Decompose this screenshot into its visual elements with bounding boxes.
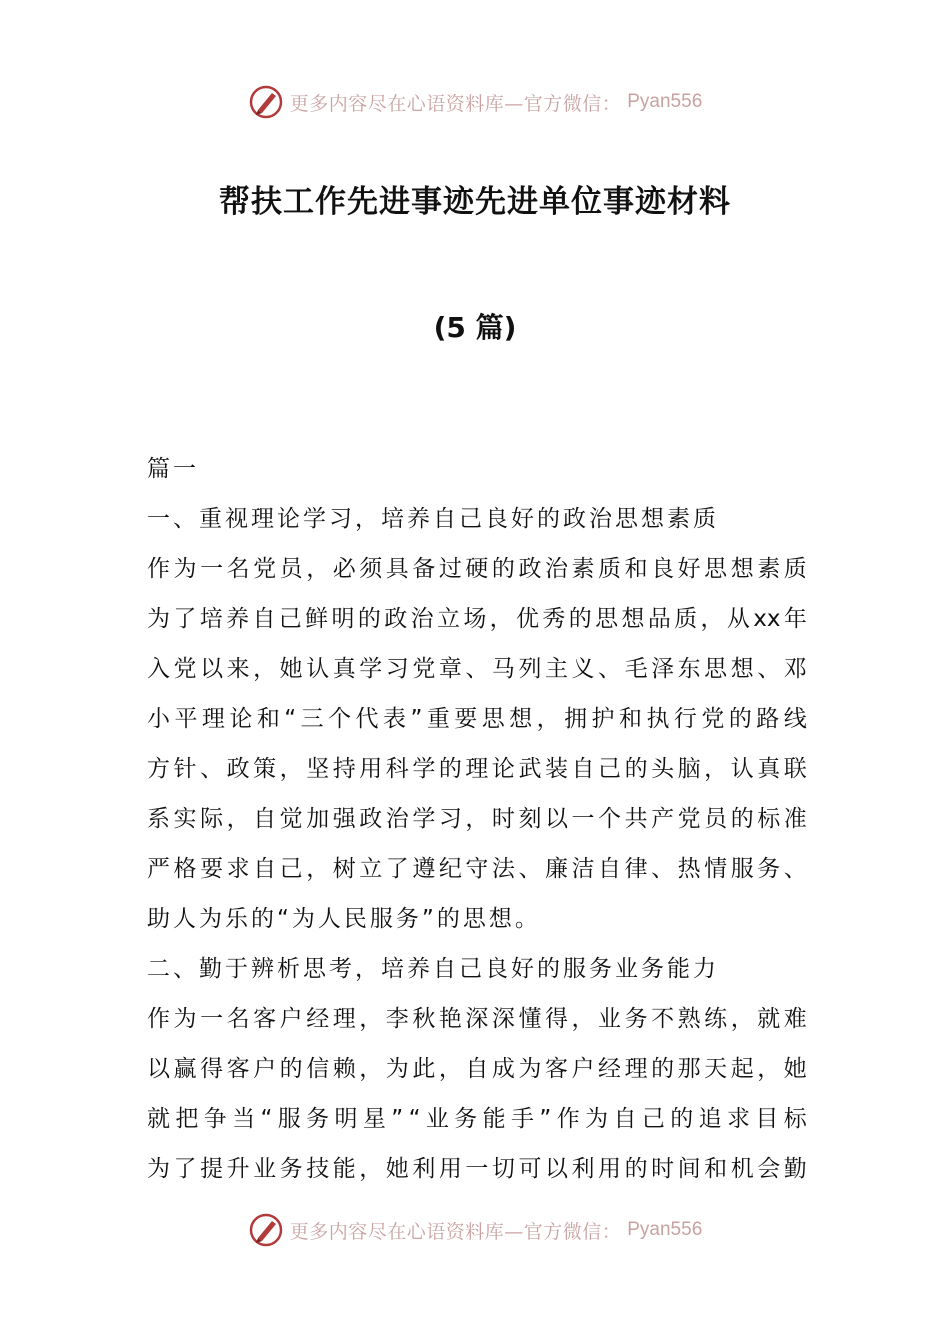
body-line: 二、勤于辨析思考，培养自己良好的服务业务能力 bbox=[147, 956, 719, 982]
body-line: 为 了 提 升 业 务 技 能 ， 她 利 用 一 切 可 以 利 用 的 时 间 和 机 会 勤 bbox=[147, 1156, 807, 1182]
document-body bbox=[147, 444, 807, 1194]
watermark-banner-top bbox=[0, 80, 950, 124]
watermark-banner-bottom bbox=[0, 1208, 950, 1252]
watermark-text: 更多内容尽在心语资料库—官方微信： bbox=[289, 1220, 622, 1243]
body-line: 篇一 bbox=[147, 456, 199, 482]
body-line: 作 为 一 名 党 员 ， 必 须 具 备 过 硬 的 政 治 素 质 和 良 好 思 想 素 质 bbox=[147, 556, 807, 582]
watermark-text: 更多内容尽在心语资料库—官方微信： bbox=[289, 92, 622, 115]
pen-in-circle-icon bbox=[248, 84, 284, 120]
body-line: 小 平 理 论 和 “ 三 个 代 表 ” 重 要 思 想 ， 拥 护 和 执 行 党 的 路 线 bbox=[147, 706, 807, 732]
body-line: 严 格 要 求 自 己 ， 树 立 了 遵 纪 守 法 、 廉 洁 自 律 、 热 情 服 务 、 bbox=[147, 856, 807, 882]
pen-in-circle-icon bbox=[248, 1212, 284, 1248]
watermark-wechat-id: Pyan556 bbox=[627, 91, 703, 112]
document-subtitle: (5 篇) bbox=[433, 311, 517, 344]
body-line: 就 把 争 当 “ 服 务 明 星 ” “ 业 务 能 手 ” 作 为 自 己 的 追 求 目 标 bbox=[147, 1106, 807, 1132]
body-line: 为 了 培 养 自 己 鲜 明 的 政 治 立 场 ， 优 秀 的 思 想 品 质 ， 从 xx 年 bbox=[147, 606, 807, 632]
body-line: 助人为乐的“为人民服务”的思想。 bbox=[147, 906, 541, 932]
watermark-wechat-id: Pyan556 bbox=[627, 1219, 703, 1240]
body-line: 以 赢 得 客 户 的 信 赖 ， 为 此 ， 自 成 为 客 户 经 理 的 那 天 起 ， 她 bbox=[147, 1056, 807, 1082]
document-title: 帮扶工作先进事迹先进单位事迹材料 bbox=[219, 184, 731, 220]
body-line: 方 针 、 政 策 ， 坚 持 用 科 学 的 理 论 武 装 自 己 的 头 脑 ， 认 真 联 bbox=[147, 756, 807, 782]
body-line: 一、重视理论学习，培养自己良好的政治思想素质 bbox=[147, 506, 719, 532]
body-line: 作 为 一 名 客 户 经 理 ， 李 秋 艳 深 深 懂 得 ， 业 务 不 熟 练 ， 就 难 bbox=[147, 1006, 807, 1032]
body-line: 入 党 以 来 ， 她 认 真 学 习 党 章 、 马 列 主 义 、 毛 泽 东 思 想 、 邓 bbox=[147, 656, 807, 682]
body-line: 系 实 际 ， 自 觉 加 强 政 治 学 习 ， 时 刻 以 一 个 共 产 党 员 的 标 准 bbox=[147, 806, 807, 832]
